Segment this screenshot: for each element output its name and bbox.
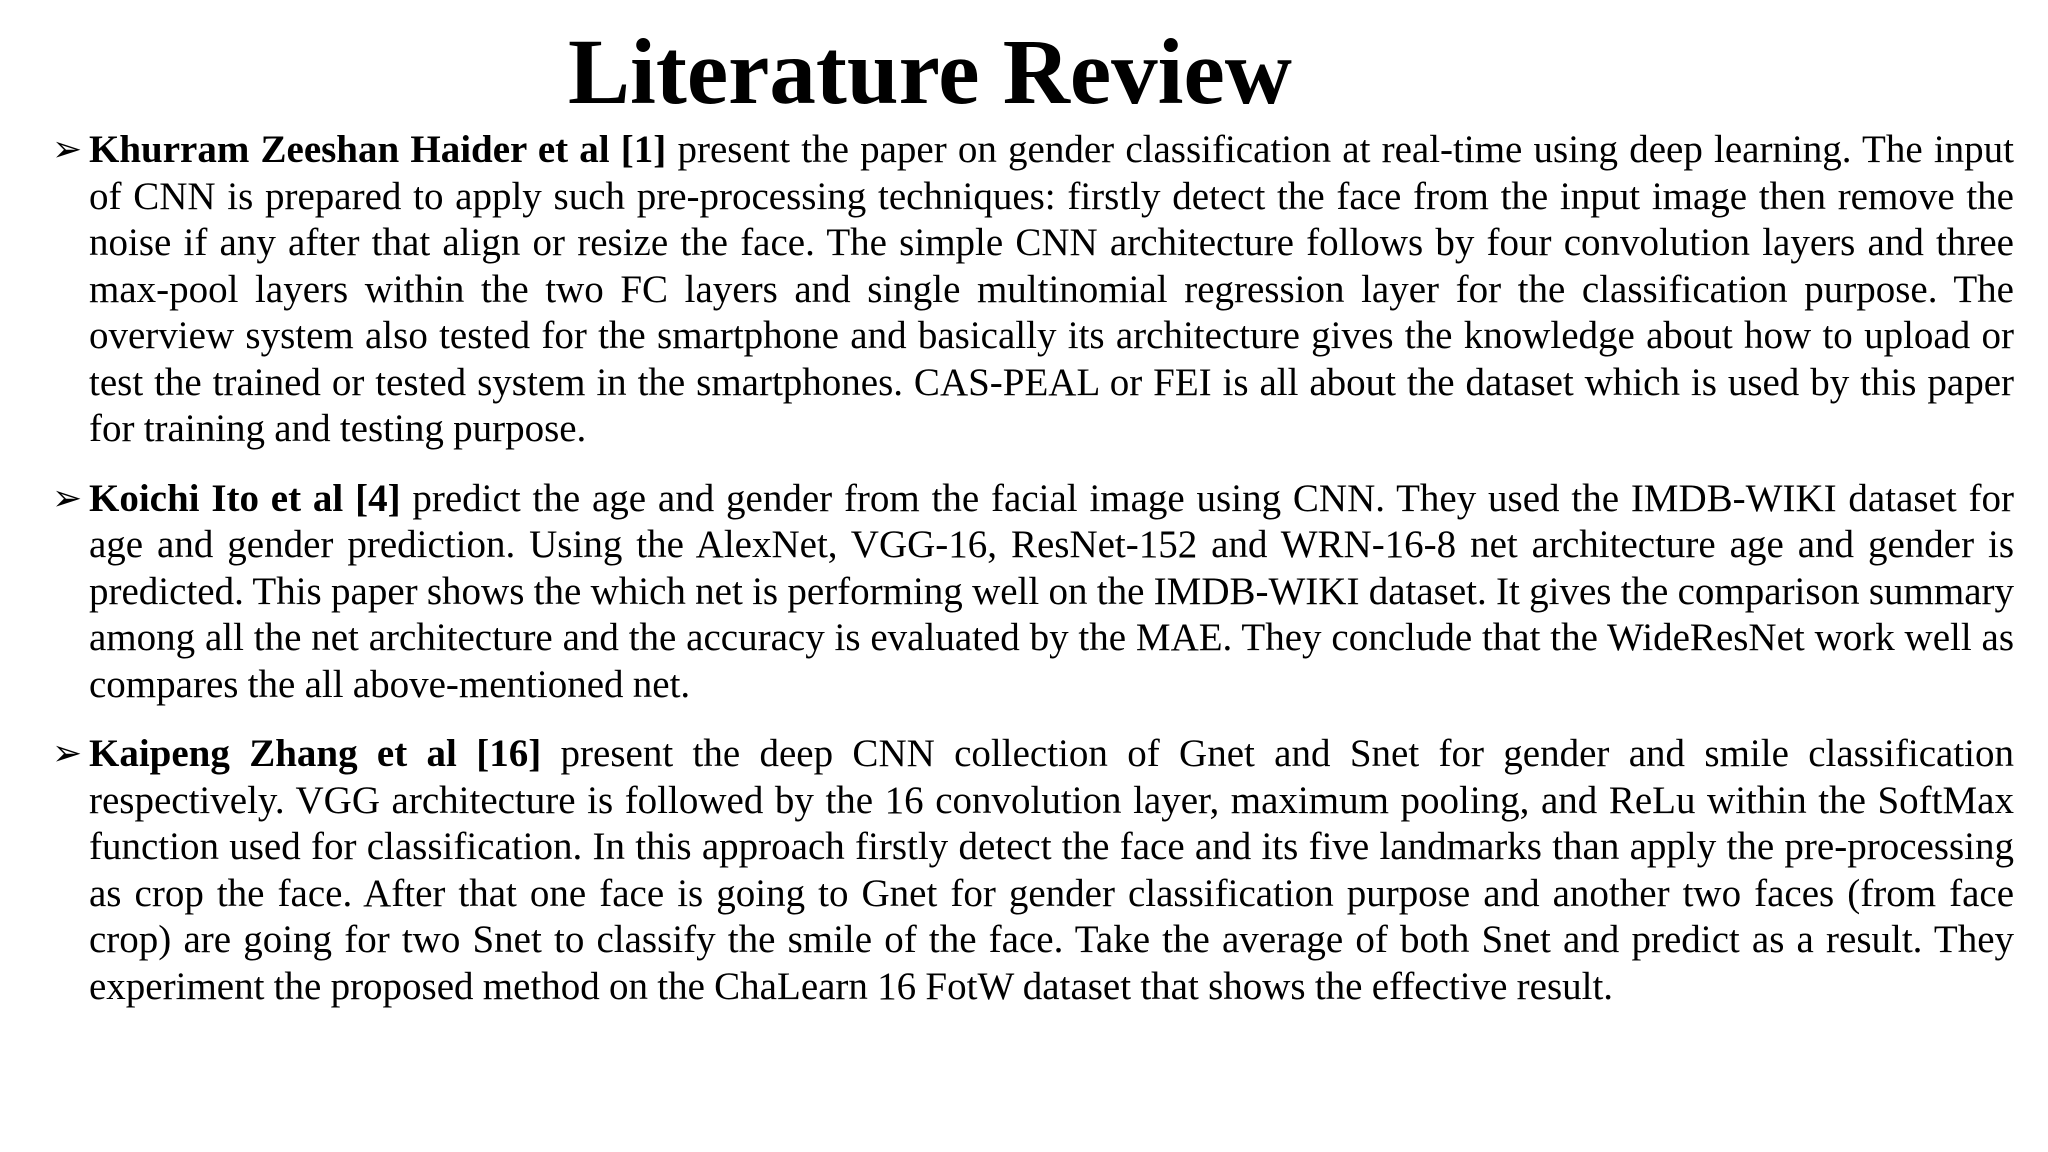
item-description: present the paper on gender classification at real-time using deep learning. The input of CNN is prepared to apply such pre-processing techniques: firstly detect the face from the input image then remove the noise if any after that align or resize the face. The simple CNN architecture follows by four convolution layers and three max-pool layers within the two FC layers and single multinomial regression layer for the classification purpose. The overview system also tested for the smartphone and basically its architecture gives the knowledge about how to upload or test the trained or tested system in the smartphones. CAS-PEAL or FEI is all about the dataset which is used by this paper for training and testing purpose. bbox=[89, 128, 2014, 450]
literature-item-ito bbox=[52, 476, 2014, 709]
literature-item-text bbox=[89, 731, 2014, 1010]
author-citation: Kaipeng Zhang et al [16] bbox=[89, 732, 542, 775]
literature-item-haider bbox=[52, 127, 2014, 453]
item-description: present the deep CNN collection of Gnet and Snet for gender and smile classification respectively. VGG architecture is followed by the 16 convolution layer, maximum pooling, and ReLu within the SoftMax function used for classification. In this approach firstly detect the face and its five landmarks than apply the pre-processing as crop the face. After that one face is going to Gnet for gender classification purpose and another two faces (from face crop) are going for two Snet to classify the smile of the face. Take the average of both Snet and predict as a result. They experiment the proposed method on the ChaLearn 16 FotW dataset that shows the effective result. bbox=[89, 732, 2014, 1008]
author-citation: Koichi Ito et al [4] bbox=[89, 476, 401, 520]
slide-title: Literature Review bbox=[568, 21, 1292, 124]
literature-item-text bbox=[89, 476, 2014, 709]
literature-item-zhang bbox=[52, 731, 2014, 1010]
item-description: predict the age and gender from the facial image using CNN. They used the IMDB-WIKI dataset for age and gender prediction. Using the AlexNet, VGG-16, ResNet-152 and WRN-16-8 net architecture age and gender is predicted. This paper shows the which net is performing well on the IMDB-WIKI dataset. It gives the comparison summary among all the net architecture and the accuracy is evaluated by the MAE. They conclude that the WideResNet work well as compares the all above-mentioned net. bbox=[89, 476, 2014, 706]
arrow-bullet-icon: ➢ bbox=[52, 129, 83, 170]
literature-list bbox=[52, 127, 2014, 1033]
arrow-bullet-icon: ➢ bbox=[52, 477, 83, 519]
arrow-bullet-icon: ➢ bbox=[52, 733, 83, 774]
literature-item-text bbox=[89, 127, 2014, 453]
author-citation: Khurram Zeeshan Haider et al [1] bbox=[89, 128, 667, 171]
